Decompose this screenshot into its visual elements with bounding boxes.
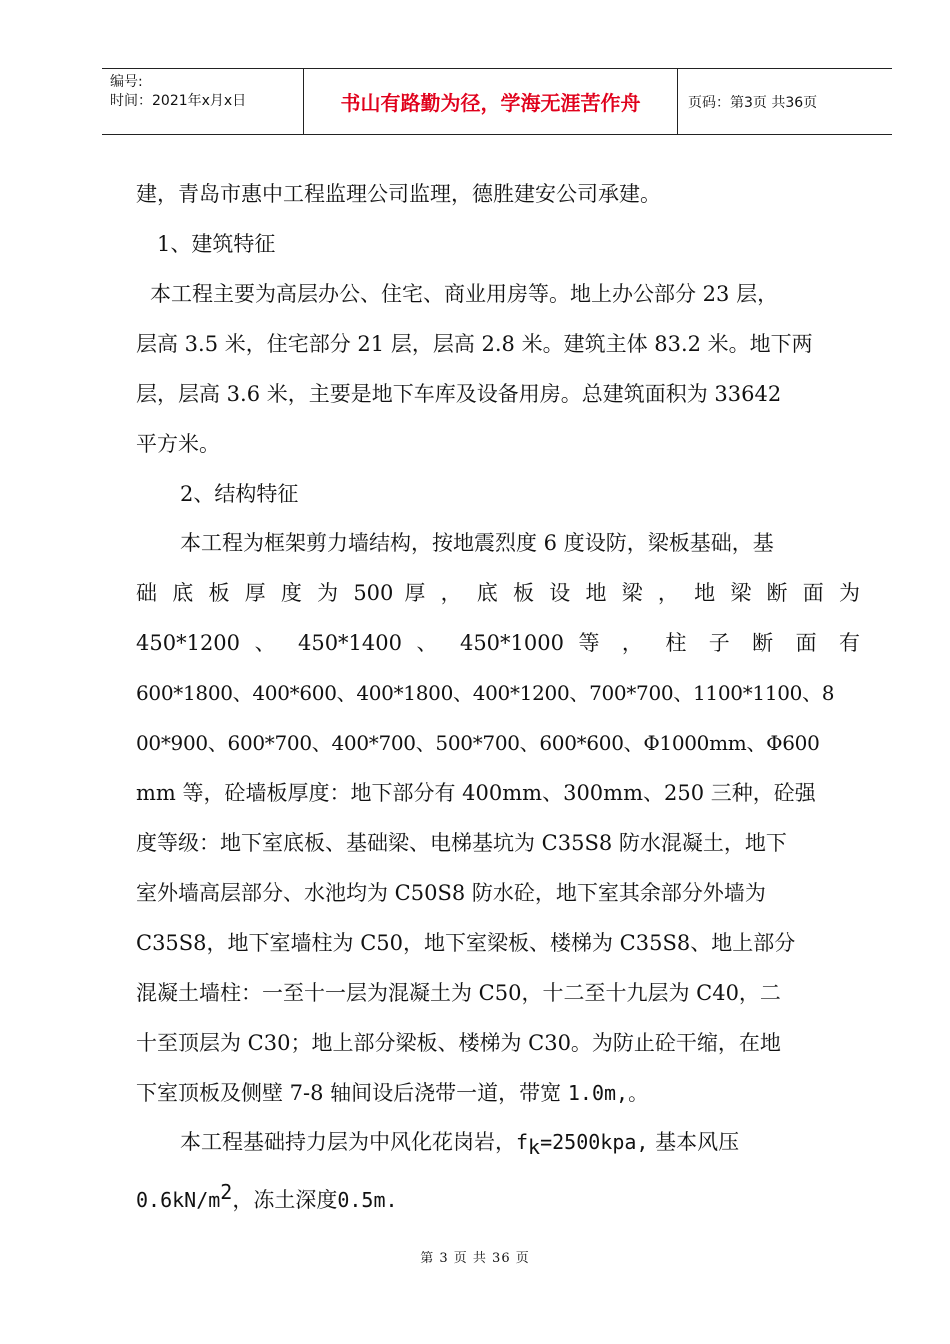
page-footer: 第 3 页 共 36 页 — [420, 1251, 530, 1266]
body-text: 下室顶板及侧壁 7-8 轴间设后浇带一道，带宽 — [136, 1081, 562, 1105]
body-line: 础 底 板 厚 度 为 500 厚 ， 底 板 设 地 梁 ， 地 梁 断 面 为 — [136, 581, 860, 605]
body-text: 本工程基础持力层为中风化花岗岩， — [180, 1130, 516, 1154]
body-text: 0.5m. — [337, 1188, 398, 1212]
body-line: 混凝土墙柱：一至十一层为混凝土为 C50，十二至十九层为 C40，二 — [136, 981, 781, 1005]
number-label: 编号: — [110, 74, 143, 90]
body-line: 00*900、600*700、400*700、500*700、600*600、Φ1000mm、Φ600 — [136, 731, 820, 755]
section-title-2: 2、结构特征 — [180, 482, 299, 506]
body-text: =2500kpa, — [540, 1130, 649, 1154]
header-motto: 书山有路勤为径，学海无涯苦作舟 — [304, 69, 678, 134]
body-line: 本工程为框架剪力墙结构，按地震烈度 6 度设防，梁板基础，基 — [180, 531, 774, 555]
body-line: 层，层高 3.6 米，主要是地下车库及设备用房。总建筑面积为 33642 — [136, 382, 782, 406]
formula-subscript: k — [528, 1135, 541, 1160]
body-text: ，冻土深度 — [232, 1188, 338, 1212]
body-text: 基本风压 — [655, 1130, 740, 1154]
body-text: 0.6kN/m — [136, 1188, 221, 1212]
body-line: 平方米。 — [136, 432, 220, 456]
body-line: 层高 3.5 米，住宅部分 21 层，层高 2.8 米。建筑主体 83.2 米。地下两 — [136, 332, 813, 356]
body-line: mm 等，砼墙板厚度：地下部分有 400mm、300mm、250 三种，砼强 — [136, 781, 816, 805]
body-line: 450*1200 、 450*1400 、 450*1000 等 ， 柱 子 断 面 有 — [136, 631, 860, 655]
time-label: 时间：2021年x月x日 — [110, 93, 247, 109]
body-line: 室外墙高层部分、水池均为 C50S8 防水砼，地下室其余部分外墙为 — [136, 881, 766, 905]
body-line: 度等级：地下室底板、基础梁、电梯基坑为 C35S8 防水混凝土，地下 — [136, 831, 787, 855]
formula-f: f — [516, 1130, 529, 1154]
formula-superscript: 2 — [220, 1180, 233, 1204]
body-line — [180, 1125, 860, 1159]
body-line — [136, 1175, 860, 1212]
body-line — [136, 1076, 860, 1110]
body-line: 十至顶层为 C30；地上部分梁板、楼梯为 C30。为防止砼干缩，在地 — [136, 1031, 781, 1055]
body-line: 本工程主要为高层办公、住宅、商业用房等。地上办公部分 23 层， — [150, 282, 779, 306]
body-text: 1.0m,。 — [567, 1081, 649, 1105]
body-line: 600*1800、400*600、400*1800、400*1200、700*700、1100*1100、8 — [136, 681, 835, 705]
section-title-1: 1、建筑特征 — [157, 232, 276, 256]
page-header — [102, 68, 892, 135]
body-line: 建，青岛市惠中工程监理公司监理，德胜建安公司承建。 — [136, 182, 661, 206]
body-line: C35S8，地下室墙柱为 C50，地下室梁板、楼梯为 C35S8、地上部分 — [136, 931, 796, 955]
header-meta — [102, 69, 304, 134]
header-page-label: 页码：第3页 共36页 — [688, 94, 818, 111]
